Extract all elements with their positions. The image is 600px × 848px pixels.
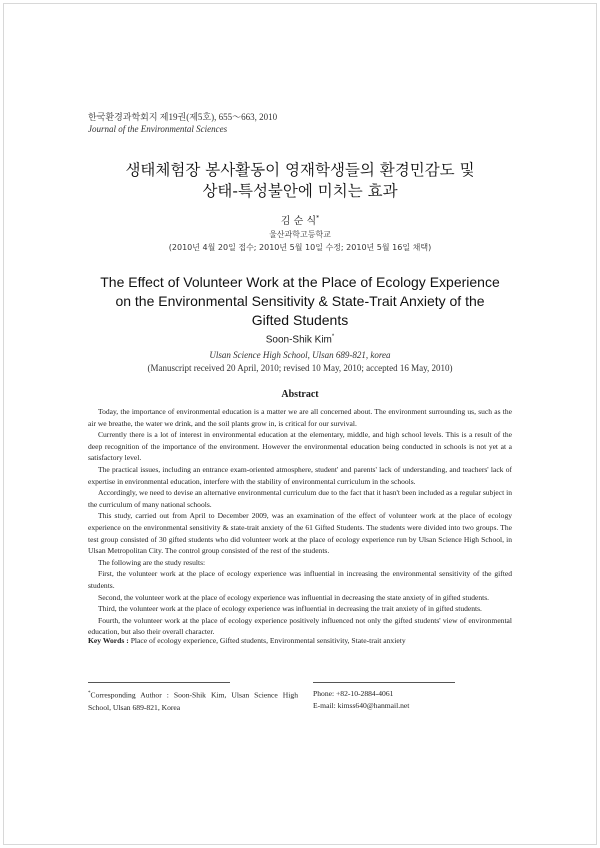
abstract-body	[88, 406, 512, 638]
journal-info	[88, 111, 277, 135]
abstract-paragraph: Second, the volunteer work at the place of ecology experience was influential in decreasing the state anxiety of in gifted students.	[98, 592, 490, 602]
abstract-paragraph: The practical issues, including an entrance exam-oriented atmosphere, student' and parents' lack of understanding, and teachers' lack of expertise in environmental education, interfere with the stability of environmental curriculum in the schools.	[88, 464, 512, 486]
journal-korean: 한국환경과학회지 제19권(제5호), 655～663, 2010	[88, 112, 278, 122]
abstract-paragraph: Accordingly, we need to devise an alternative environmental curriculum due to the fact that it hasn't been included as a regular subject in the curriculum of many national schools.	[88, 488, 512, 509]
english-title-line1: The Effect of Volunteer Work at the Place of Ecology Experience	[100, 274, 500, 290]
english-author	[0, 334, 600, 345]
english-author-mark: *	[331, 334, 335, 340]
keywords	[88, 636, 512, 645]
english-affiliation: Ulsan Science High School, Ulsan 689-821, korea	[209, 350, 391, 360]
korean-affiliation: 울산과학고등학교	[269, 230, 331, 239]
footnote-phone: Phone: +82-10-2884-4061	[313, 689, 394, 698]
english-title	[60, 273, 540, 330]
korean-author	[0, 212, 600, 227]
abstract-paragraph: Third, the volunteer work at the place of ecology experience was influential in decreasing the trait anxiety of in gifted students.	[98, 604, 482, 614]
english-dates: (Manuscript received 20 April, 2010; revised 10 May, 2010; accepted 16 May, 2010)	[147, 363, 453, 373]
korean-title-line2: 상태-특성불안에 미치는 효과	[202, 182, 398, 200]
abstract-paragraph: First, the volunteer work at the place of ecology experience was influential in increasing the environmental sensitivity of the gifted students.	[88, 569, 512, 590]
footnote-email: E-mail: kimss640@hanmail.net	[313, 701, 410, 710]
abstract-paragraph: This study, carried out from April to December 2009, was an examination of the effect of volunteer work at the place of ecology experience on the environmental sensitivity & state-trait anxiety of the 61 Gifted Students. The students were divided into two groups. The test group consisted of 30 gifted students who did volunteer work at the place of ecology experience run by Ulsan Science High School, in Ulsan Metropolitan City. The control group consisted of the rest of the students.	[88, 511, 512, 556]
abstract-paragraph: Currently there is a lot of interest in environmental education at the elementary, middle, and high school levels. This is a result of the deep recognition of the importance of the environment. However the environmental education being conducted in schools is not yet at a satisfactory level.	[88, 430, 512, 463]
abstract-paragraph: The following are the study results:	[98, 557, 206, 567]
korean-author-mark: *	[316, 214, 320, 222]
journal-english: Journal of the Environmental Sciences	[88, 124, 228, 134]
footnote-corresponding	[88, 688, 298, 714]
english-title-line3: Gifted Students	[251, 312, 349, 328]
korean-dates: (2010년 4월 20일 접수; 2010년 5월 10일 수정; 2010년 5월 16일 채택)	[168, 243, 432, 252]
footnote-rule-right	[313, 682, 455, 683]
english-author-name: Soon-Shik Kim	[265, 334, 332, 346]
korean-author-name: 김 순 식	[280, 216, 317, 227]
korean-title	[0, 160, 600, 202]
english-title-line2: on the Environmental Sensitivity & State-Trait Anxiety of the	[115, 293, 485, 309]
keywords-text: Place of ecology experience, Gifted students, Environmental sensitivity, State-trait anxiety	[130, 636, 406, 645]
footnote-rule-left	[88, 682, 230, 683]
korean-title-line1: 생태체험장 봉사활동이 영재학생들의 환경민감도 및	[125, 161, 475, 179]
keywords-label: Key Words :	[88, 636, 129, 645]
footnote-mark: *	[88, 691, 91, 696]
abstract-heading: Abstract	[281, 389, 319, 400]
abstract-paragraph: Today, the importance of environmental education is a matter we are all concerned about. The environment surrounding us, such as the air we breathe, the water we drink, and the soil plants grow in, is critical for our survival.	[88, 407, 512, 428]
footnote-corresponding-text: Corresponding Author : Soon-Shik Kim, Ulsan Science High School, Ulsan 689-821, Korea	[88, 690, 298, 712]
abstract-paragraph: Fourth, the volunteer work at the place of ecology experience positively influenced not only the gifted students' view of environmental education, but also their overall character.	[88, 615, 512, 637]
footnote-contact	[313, 688, 513, 712]
